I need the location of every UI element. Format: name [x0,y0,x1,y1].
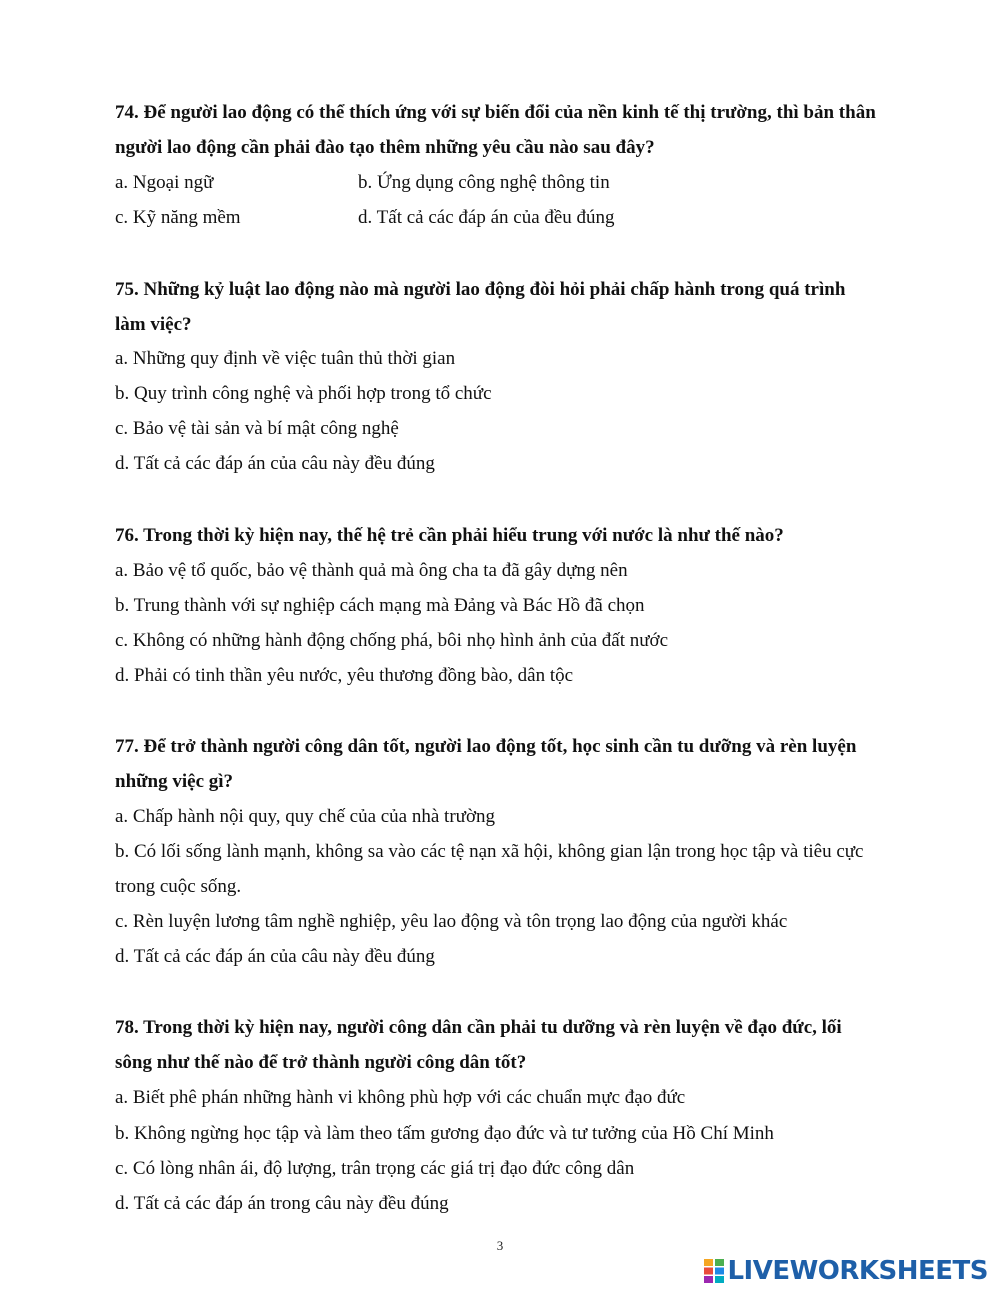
question-74-text-cont: người lao động cần phải đào tạo thêm những yêu cầu nào sau đây? [115,137,655,158]
question-76-answer-a: a. Bảo vệ tổ quốc, bảo vệ thành quả mà ông cha ta đã gây dựng nên [115,560,628,581]
question-74-answer-c: c. Kỹ năng mềm [115,207,241,228]
question-74-answer-a: a. Ngoại ngữ [115,172,214,193]
question-77-answer-b: b. Có lối sống lành mạnh, không sa vào các tệ nạn xã hội, không gian lận trong học tập và tiêu cực [115,841,864,862]
question-77-text: 77. Để trở thành người công dân tốt, người lao động tốt, học sinh cần tu dưỡng và rèn luyện [115,736,857,757]
question-75-answer-d: d. Tất cả các đáp án của câu này đều đúng [115,453,435,474]
question-78-text-cont: sông như thế nào để trở thành người công dân tốt? [115,1052,527,1073]
question-75-text: 75. Những kỷ luật lao động nào mà người lao động đòi hỏi phải chấp hành trong quá trình [115,279,846,300]
question-75-answer-a: a. Những quy định về việc tuân thủ thời gian [115,348,456,369]
question-75-answer-b: b. Quy trình công nghệ và phối hợp trong tổ chức [115,383,492,404]
question-77-text-cont: những việc gì? [115,771,234,792]
question-77-answer-b-cont: trong cuộc sống. [115,876,242,897]
question-74-answer-b: b. Ứng dụng công nghệ thông tin [358,172,610,193]
question-78-answer-a: a. Biết phê phán những hành vi không phù hợp với các chuẩn mực đạo đức [115,1087,686,1108]
liveworksheets-text: LIVEWORKSHEETS [727,1256,988,1286]
question-76-answer-c: c. Không có những hành động chống phá, bôi nhọ hình ảnh của đất nước [115,630,669,651]
question-74-answer-d: d. Tất cả các đáp án của đều đúng [358,207,615,228]
question-75-answer-c: c. Bảo vệ tài sản và bí mật công nghệ [115,418,399,439]
question-78-answer-d: d. Tất cả các đáp án trong câu này đều đúng [115,1193,449,1214]
question-77-answer-c: c. Rèn luyện lương tâm nghề nghiệp, yêu lao động và tôn trọng lao động của người khác [115,911,788,932]
question-74-text: 74. Để người lao động có thể thích ứng với sự biến đổi của nền kinh tế thị trường, thì bản thân [115,102,876,123]
page-number: 3 [496,1238,504,1253]
liveworksheets-blocks-icon [704,1259,724,1283]
question-76-text: 76. Trong thời kỳ hiện nay, thế hệ trẻ cần phải hiểu trung với nước là như thế nào? [115,525,784,546]
liveworksheets-logo [704,1256,988,1286]
question-76-answer-b: b. Trung thành với sự nghiệp cách mạng mà Đảng và Bác Hồ đã chọn [115,595,645,616]
question-77-answer-a: a. Chấp hành nội quy, quy chế của của nhà trường [115,806,495,827]
question-78-answer-b: b. Không ngừng học tập và làm theo tấm gương đạo đức và tư tưởng của Hồ Chí Minh [115,1123,774,1144]
question-78-text: 78. Trong thời kỳ hiện nay, người công dân cần phải tu dưỡng và rèn luyện về đạo đức, lối [115,1017,842,1038]
question-76-answer-d: d. Phải có tinh thần yêu nước, yêu thương đồng bào, dân tộc [115,665,574,686]
question-75-text-cont: làm việc? [115,314,192,335]
question-78-answer-c: c. Có lòng nhân ái, độ lượng, trân trọng các giá trị đạo đức công dân [115,1158,635,1179]
question-77-answer-d: d. Tất cả các đáp án của câu này đều đúng [115,946,435,967]
